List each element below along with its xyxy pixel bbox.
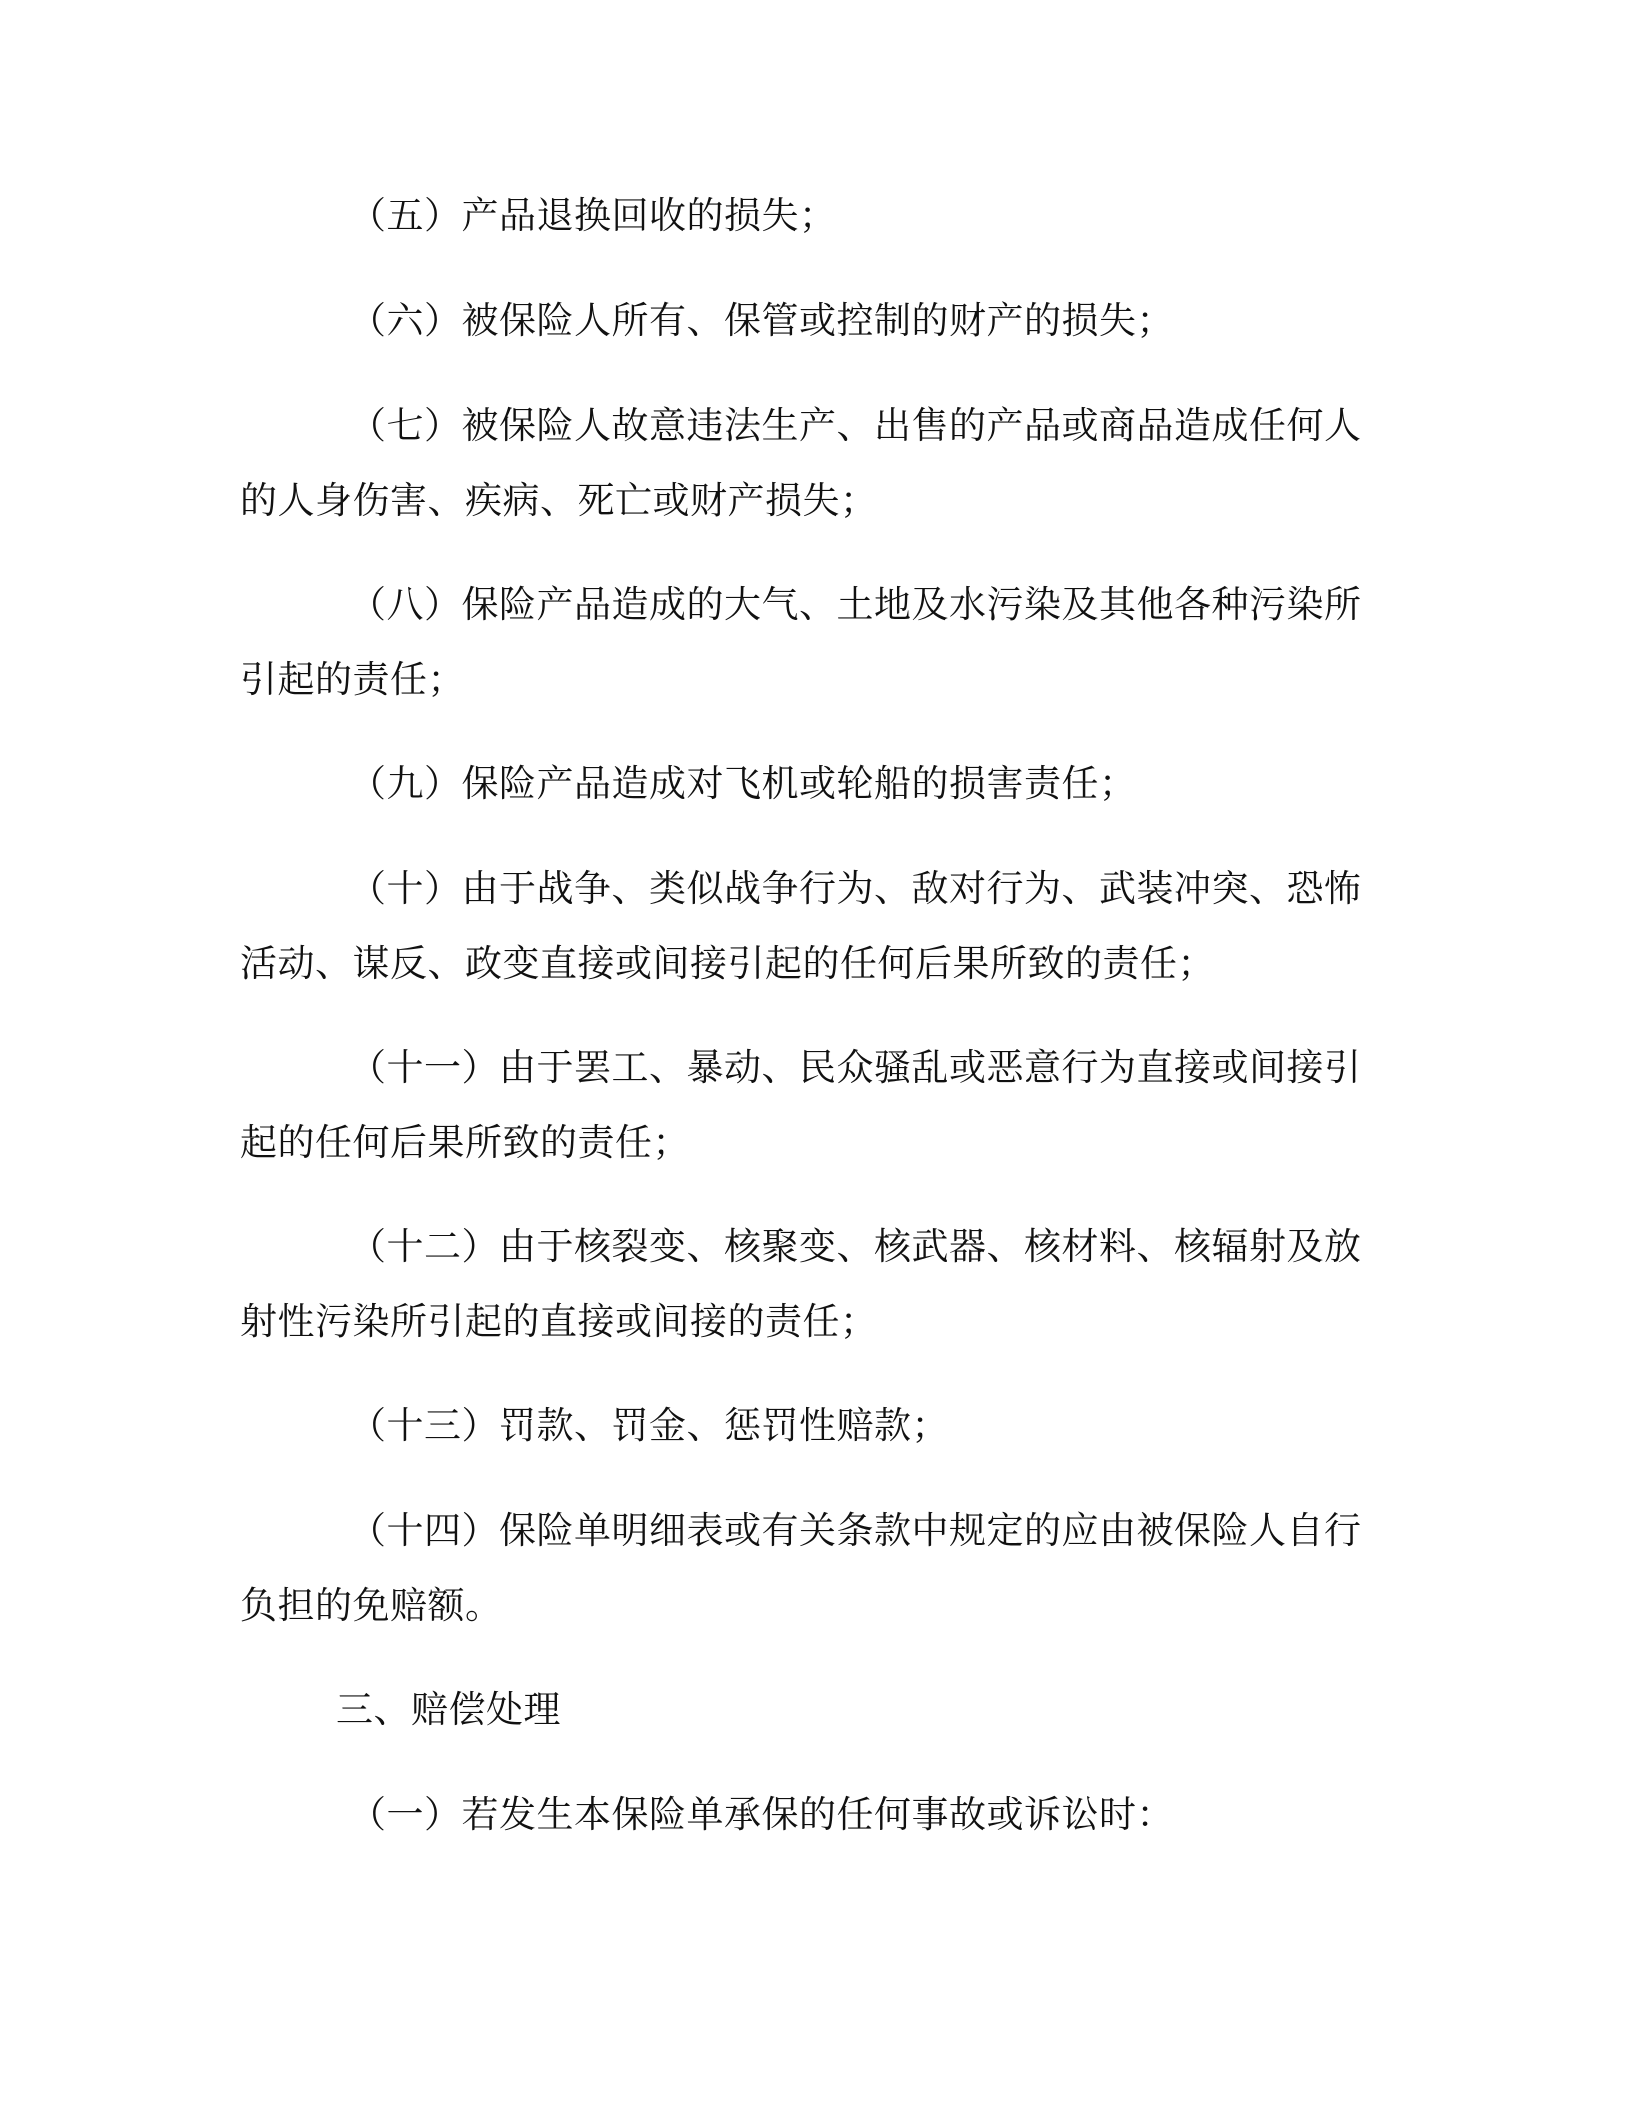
clause-item-8: （八）保险产品造成的大气、土地及水污染及其他各种污染所引起的责任； [240,583,1362,701]
clause-item-9: （九）保险产品造成对飞机或轮船的损害责任； [349,762,1137,805]
section-heading: 三、赔偿处理 [336,1688,561,1731]
clause-item-13: （十三）罚款、罚金、惩罚性赔款； [349,1404,949,1447]
clause-item-12: （十二）由于核裂变、核聚变、核武器、核材料、核辐射及放射性污染所引起的直接或间接的责任； [240,1225,1362,1343]
section-item-1: （一）若发生本保险单承保的任何事故或诉讼时： [349,1793,1174,1836]
clause-item-7: （七）被保险人故意违法生产、出售的产品或商品造成任何人的人身伤害、疾病、死亡或财产损失； [240,404,1362,522]
clause-item-14: （十四）保险单明细表或有关条款中规定的应由被保险人自行负担的免赔额。 [240,1509,1362,1627]
clause-item-5: （五）产品退换回收的损失； [349,194,837,237]
clause-item-11: （十一）由于罢工、暴动、民众骚乱或恶意行为直接或间接引起的任何后果所致的责任； [240,1046,1362,1164]
clause-item-6: （六）被保险人所有、保管或控制的财产的损失； [349,299,1174,342]
clause-item-10: （十）由于战争、类似战争行为、敌对行为、武装冲突、恐怖活动、谋反、政变直接或间接引起的任何后果所致的责任； [240,867,1362,985]
